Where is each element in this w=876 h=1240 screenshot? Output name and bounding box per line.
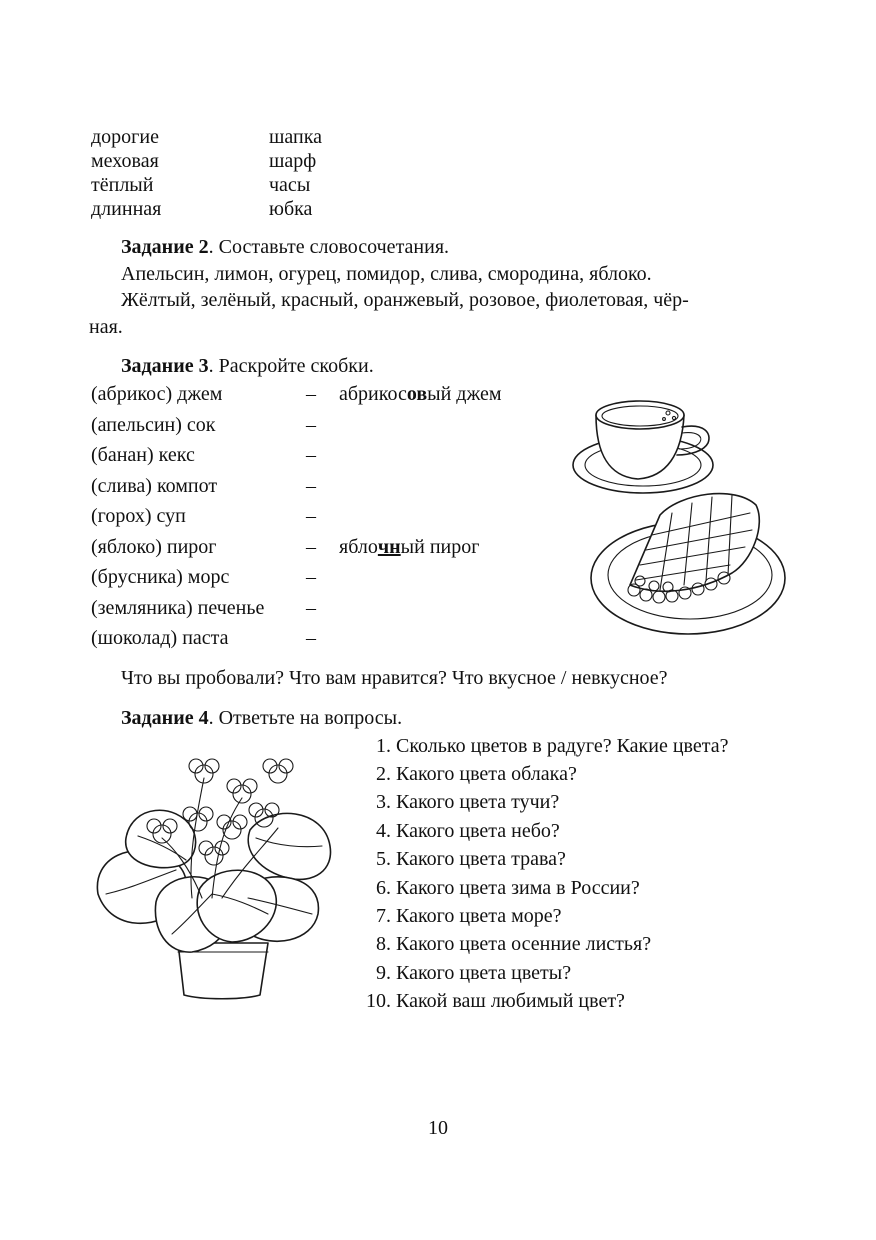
task3-heading	[121, 356, 374, 376]
answer-part: абрикос	[339, 383, 407, 405]
task2-heading	[121, 237, 449, 257]
question-number: 9.	[376, 962, 391, 984]
word-adjective: меховая	[91, 150, 159, 172]
word-noun: юбка	[269, 198, 313, 220]
question-text: Сколько цветов в радуге? Какие цвета?	[396, 735, 729, 757]
task3-dash: –	[306, 383, 316, 405]
word-adjective: дорогие	[91, 126, 159, 148]
word-adjective: длинная	[91, 198, 162, 220]
word-noun: шарф	[269, 150, 317, 172]
answer-suffix: ов	[406, 383, 428, 405]
question-text: Какого цвета трава?	[396, 848, 566, 870]
task2-label: Задание 2	[121, 236, 209, 258]
question-text: Какого цвета осенние листья?	[396, 933, 652, 955]
task3-phrase: (слива) компот	[91, 475, 218, 497]
task3-label: Задание 3	[121, 355, 209, 377]
task3-answer	[339, 537, 479, 557]
list-item	[357, 792, 559, 812]
task4-heading	[121, 708, 402, 728]
task3-phrase: (земляника) печенье	[91, 597, 265, 619]
answer-suffix: чн	[377, 536, 401, 558]
question-number: 10.	[366, 990, 391, 1012]
word-noun: шапка	[269, 126, 323, 148]
question-text: Какого цвета зима в России?	[396, 877, 640, 899]
task4-instruction: . Ответьте на вопросы.	[208, 707, 403, 729]
question-text: Какой ваш любимый цвет?	[396, 990, 625, 1012]
list-item	[357, 991, 625, 1011]
task4-label: Задание 4	[121, 707, 209, 729]
task3-phrase: (банан) кекс	[91, 444, 195, 466]
answer-part: ый джем	[427, 383, 502, 405]
task2-adjectives-line: Жёлтый, зелёный, красный, оранжевый, розовое, фиолетовая, чёр-	[121, 289, 689, 311]
question-number: 5.	[376, 848, 391, 870]
task3-dash: –	[306, 475, 316, 497]
task3-phrase: (апельсин) сок	[91, 414, 216, 436]
task3-dash: –	[306, 627, 316, 649]
question-text: Какого цвета цветы?	[396, 962, 572, 984]
question-number: 2.	[376, 763, 391, 785]
word-noun: часы	[269, 174, 311, 196]
tea-and-pie-illustration	[560, 385, 790, 645]
question-number: 1.	[376, 735, 391, 757]
task3-answer	[339, 384, 502, 404]
task2-instruction: . Составьте словосочетания.	[208, 236, 450, 258]
task3-dash: –	[306, 414, 316, 436]
question-number: 8.	[376, 933, 391, 955]
question-number: 4.	[376, 820, 391, 842]
task2-adjectives-cont: ная.	[89, 316, 123, 338]
task3-phrase: (горох) суп	[91, 505, 186, 527]
answer-part: ябло	[339, 536, 378, 558]
list-item	[357, 934, 651, 954]
violet-flowerpot-illustration	[92, 738, 342, 1003]
task3-phrase: (абрикос) джем	[91, 383, 223, 405]
list-item	[357, 963, 571, 983]
task3-dash: –	[306, 536, 316, 558]
list-item	[357, 849, 566, 869]
answer-part: ый пирог	[400, 536, 480, 558]
question-text: Какого цвета море?	[396, 905, 562, 927]
task2-adjectives-paragraph	[89, 287, 773, 341]
task3-instruction: . Раскройте скобки.	[208, 355, 374, 377]
tea-cup-icon	[573, 401, 713, 493]
task3-phrase: (брусника) морс	[91, 566, 230, 588]
task3-dash: –	[306, 566, 316, 588]
question-number: 3.	[376, 791, 391, 813]
task3-dash: –	[306, 505, 316, 527]
question-text: Какого цвета тучи?	[396, 791, 560, 813]
list-item	[357, 764, 577, 784]
list-item	[357, 906, 562, 926]
list-item	[357, 878, 640, 898]
question-text: Какого цвета небо?	[396, 820, 560, 842]
task3-phrase: (яблоко) пирог	[91, 536, 217, 558]
task3-dash: –	[306, 444, 316, 466]
question-number: 7.	[376, 905, 391, 927]
pie-plate-icon	[591, 494, 785, 634]
list-item	[357, 821, 560, 841]
question-number: 6.	[376, 877, 391, 899]
task3-dash: –	[306, 597, 316, 619]
word-adjective: тёплый	[91, 174, 154, 196]
task3-phrase: (шоколад) паста	[91, 627, 229, 649]
question-text: Какого цвета облака?	[396, 763, 577, 785]
task3-question: Что вы пробовали? Что вам нравится? Что вкусное / невкусное?	[121, 667, 668, 689]
list-item	[357, 736, 729, 756]
task2-nouns-line: Апельсин, лимон, огурец, помидор, слива, смородина, яблоко.	[121, 263, 652, 285]
page-number: 10	[428, 1117, 448, 1139]
